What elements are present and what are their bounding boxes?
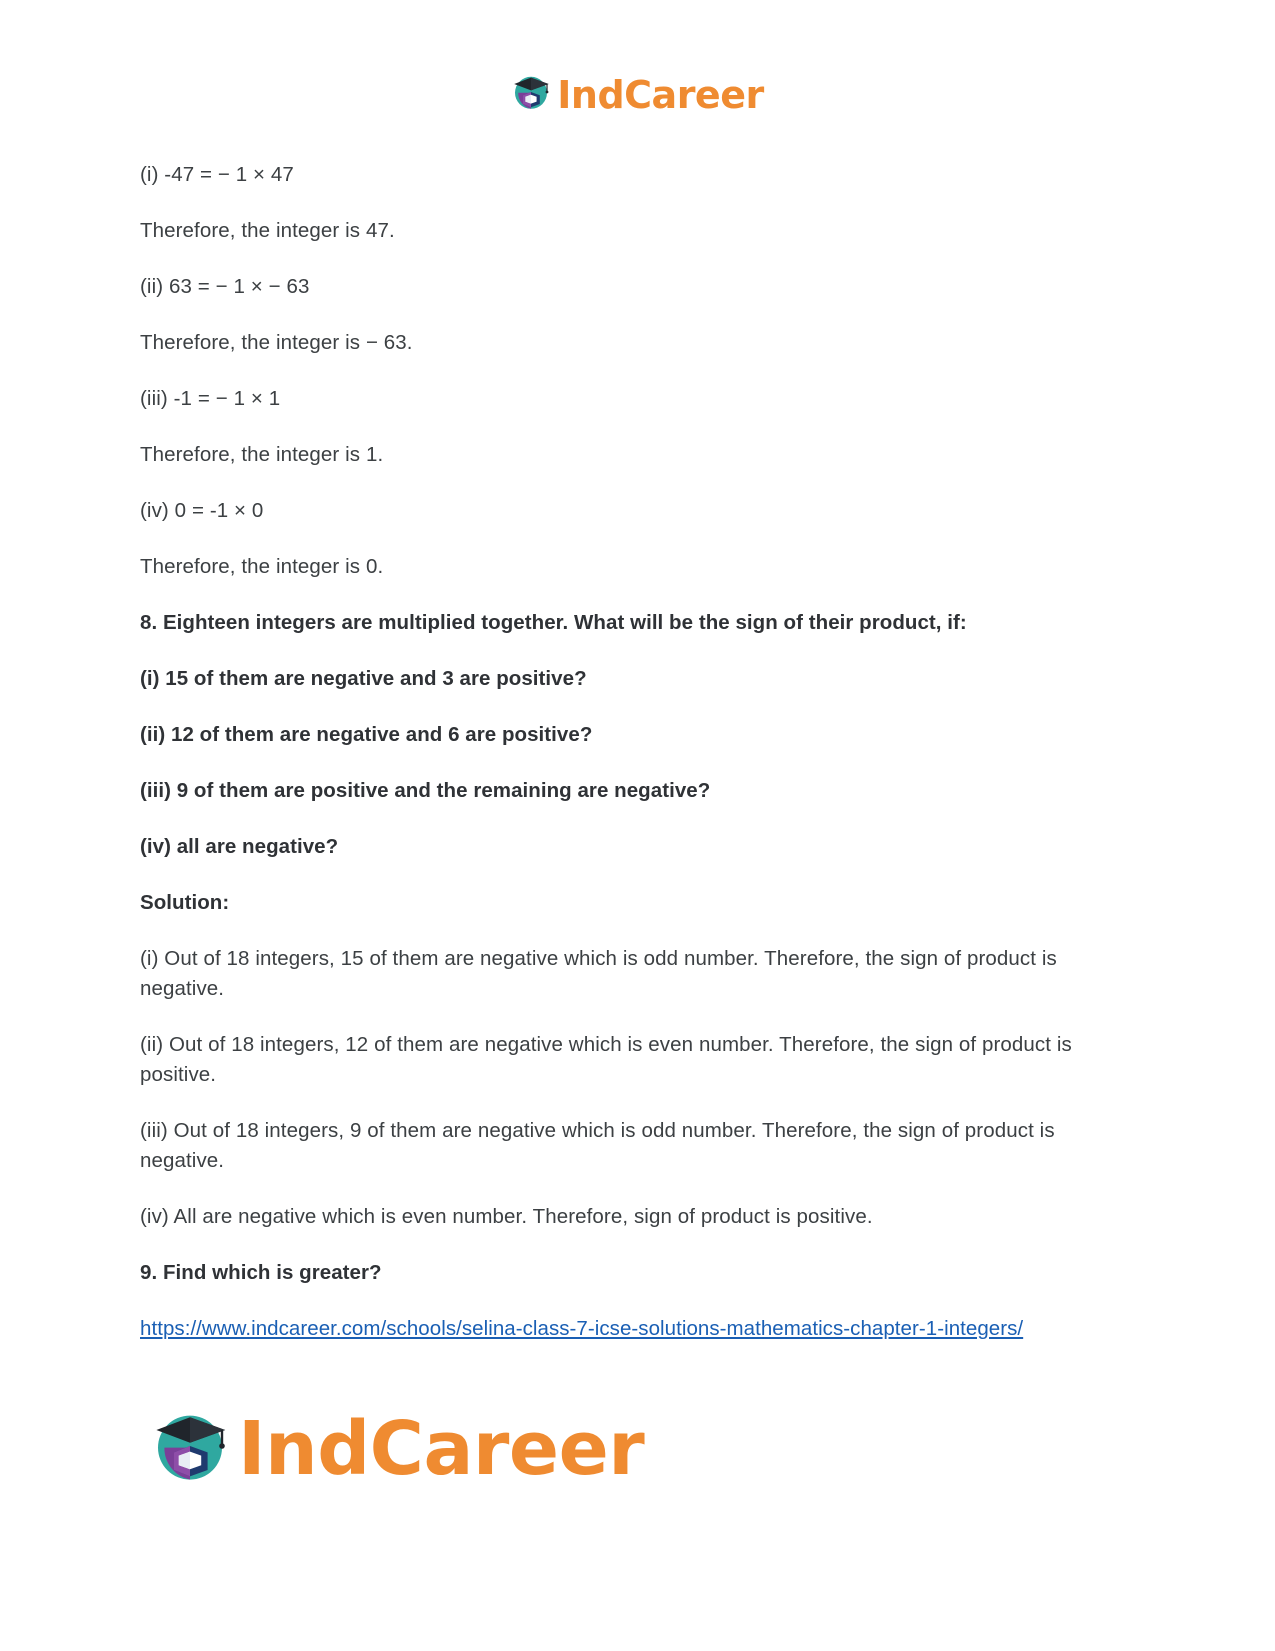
graduation-cap-book-icon: [150, 1406, 230, 1491]
question-8-part-i: (i) 15 of them are negative and 3 are positive?: [140, 667, 587, 690]
paragraph-equation-i: (i) -47 = − 1 × 47: [140, 163, 294, 186]
source-link-container: [140, 1314, 1072, 1344]
solution-part-ii: (ii) Out of 18 integers, 12 of them are negative which is even number. Therefore, the sign of product is positive.: [140, 1033, 1072, 1086]
paragraph-equation-ii: (ii) 63 = − 1 × − 63: [140, 275, 310, 298]
solution-part-i: (i) Out of 18 integers, 15 of them are negative which is odd number. Therefore, the sign of product is negative.: [140, 947, 1057, 1000]
header-brand-text: IndCareer: [557, 72, 764, 117]
graduation-cap-book-icon: [511, 72, 551, 117]
document-body: [140, 160, 1072, 1344]
footer-brand-text: IndCareer: [238, 1405, 645, 1492]
question-8-part-ii: (ii) 12 of them are negative and 6 are positive?: [140, 723, 593, 746]
question-8-heading: 8. Eighteen integers are multiplied together. What will be the sign of their product, if:: [140, 611, 967, 634]
question-8-part-iii: (iii) 9 of them are positive and the remaining are negative?: [140, 779, 711, 802]
source-url-link[interactable]: https://www.indcareer.com/schools/selina-class-7-icse-solutions-mathematics-chapter-1-integers/: [140, 1317, 1024, 1340]
question-9-heading: 9. Find which is greater?: [140, 1261, 382, 1284]
paragraph-answer-ii: Therefore, the integer is − 63.: [140, 331, 413, 354]
paragraph-answer-iii: Therefore, the integer is 1.: [140, 443, 384, 466]
header-logo: [0, 72, 1275, 117]
paragraph-answer-i: Therefore, the integer is 47.: [140, 219, 395, 242]
solution-part-iii: (iii) Out of 18 integers, 9 of them are negative which is odd number. Therefore, the sign of product is negative.: [140, 1119, 1055, 1172]
footer-logo: [150, 1406, 644, 1491]
solution-label: Solution:: [140, 891, 230, 914]
solution-part-iv: (iv) All are negative which is even number. Therefore, sign of product is positive.: [140, 1205, 873, 1228]
question-8-part-iv: (iv) all are negative?: [140, 835, 339, 858]
paragraph-answer-iv: Therefore, the integer is 0.: [140, 555, 384, 578]
paragraph-equation-iv: (iv) 0 = -1 × 0: [140, 499, 264, 522]
paragraph-equation-iii: (iii) -1 = − 1 × 1: [140, 387, 281, 410]
